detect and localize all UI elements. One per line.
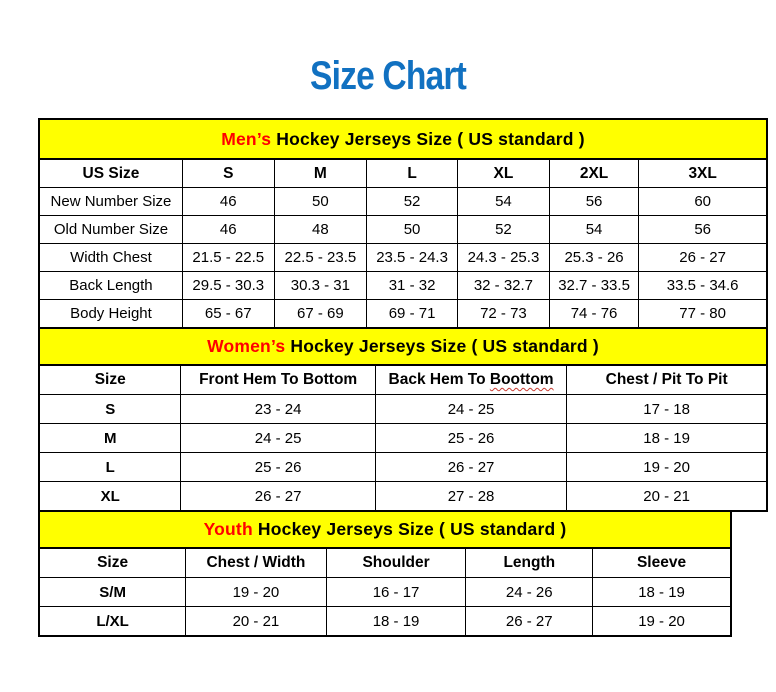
size-chart-page bbox=[0, 56, 776, 637]
youth-size-table bbox=[38, 510, 732, 637]
size-value: 25 - 26 bbox=[181, 453, 375, 482]
youth-highlight: Youth bbox=[203, 519, 253, 539]
size-value: 48 bbox=[274, 216, 366, 244]
table-row bbox=[39, 244, 767, 272]
row-label: S/M bbox=[39, 578, 186, 607]
row-label: S bbox=[39, 395, 181, 424]
size-tables bbox=[38, 118, 776, 637]
table-row bbox=[39, 424, 767, 453]
column-header: XL bbox=[458, 159, 550, 188]
mens-band-row bbox=[39, 119, 767, 159]
size-value: 72 - 73 bbox=[458, 300, 550, 329]
size-value: 22.5 - 23.5 bbox=[274, 244, 366, 272]
row-label: Back Length bbox=[39, 272, 182, 300]
size-value: 24 - 25 bbox=[181, 424, 375, 453]
size-value: 33.5 - 34.6 bbox=[639, 272, 767, 300]
mens-header-rest: Hockey Jerseys Size ( US standard ) bbox=[271, 128, 585, 149]
youth-header-rest: Hockey Jerseys Size ( US standard ) bbox=[252, 519, 567, 539]
size-value: 19 - 20 bbox=[567, 453, 767, 482]
size-value: 25 - 26 bbox=[375, 424, 566, 453]
size-value: 56 bbox=[639, 216, 767, 244]
womens-band-row bbox=[39, 328, 767, 365]
size-value: 24 - 25 bbox=[375, 395, 566, 424]
row-label: Old Number Size bbox=[39, 216, 182, 244]
row-label: M bbox=[39, 424, 181, 453]
table-row bbox=[39, 453, 767, 482]
size-value: 27 - 28 bbox=[375, 482, 566, 512]
size-value: 65 - 67 bbox=[182, 300, 274, 329]
youth-column-header-row bbox=[39, 548, 731, 578]
youth-table-body bbox=[39, 578, 731, 637]
column-header: 3XL bbox=[639, 159, 767, 188]
size-value: 52 bbox=[367, 188, 458, 216]
size-value: 18 - 19 bbox=[593, 578, 731, 607]
size-value: 67 - 69 bbox=[274, 300, 366, 329]
size-value: 31 - 32 bbox=[367, 272, 458, 300]
table-row bbox=[39, 607, 731, 637]
column-header: Size bbox=[39, 548, 186, 578]
size-value: 54 bbox=[458, 188, 550, 216]
size-value: 17 - 18 bbox=[567, 395, 767, 424]
column-header: S bbox=[182, 159, 274, 188]
column-header: 2XL bbox=[549, 159, 639, 188]
table-row bbox=[39, 300, 767, 329]
column-header: US Size bbox=[39, 159, 182, 188]
size-value: 21.5 - 22.5 bbox=[182, 244, 274, 272]
size-value: 50 bbox=[274, 188, 366, 216]
row-label: New Number Size bbox=[39, 188, 182, 216]
youth-band-row bbox=[39, 511, 731, 548]
size-value: 26 - 27 bbox=[639, 244, 767, 272]
row-label: L/XL bbox=[39, 607, 186, 637]
size-value: 20 - 21 bbox=[567, 482, 767, 512]
column-header-text: Back Hem To bbox=[388, 371, 490, 388]
table-row bbox=[39, 216, 767, 244]
womens-table-body bbox=[39, 395, 767, 512]
mens-section-header bbox=[39, 119, 767, 159]
table-row bbox=[39, 272, 767, 300]
size-value: 20 - 21 bbox=[186, 607, 326, 637]
misspelled-word-squiggle: Boottom bbox=[489, 371, 554, 388]
size-value: 46 bbox=[182, 188, 274, 216]
row-label: L bbox=[39, 453, 181, 482]
size-value: 50 bbox=[367, 216, 458, 244]
mens-column-header-row bbox=[39, 159, 767, 188]
row-label: Width Chest bbox=[39, 244, 182, 272]
size-value: 77 - 80 bbox=[639, 300, 767, 329]
size-value: 18 - 19 bbox=[567, 424, 767, 453]
womens-highlight: Women’s bbox=[207, 336, 286, 356]
column-header: Chest / Width bbox=[186, 548, 326, 578]
size-value: 32 - 32.7 bbox=[458, 272, 550, 300]
mens-size-table bbox=[38, 118, 768, 329]
size-value: 69 - 71 bbox=[367, 300, 458, 329]
size-value: 52 bbox=[458, 216, 550, 244]
womens-section-header bbox=[39, 328, 767, 365]
row-label: Body Height bbox=[39, 300, 182, 329]
womens-header-rest: Hockey Jerseys Size ( US standard ) bbox=[285, 336, 599, 356]
size-value: 24.3 - 25.3 bbox=[458, 244, 550, 272]
column-header bbox=[375, 365, 566, 395]
page-title: Size Chart bbox=[310, 54, 466, 98]
size-value: 23 - 24 bbox=[181, 395, 375, 424]
column-header: Chest / Pit To Pit bbox=[567, 365, 767, 395]
column-header: Length bbox=[466, 548, 593, 578]
size-value: 18 - 19 bbox=[326, 607, 466, 637]
table-row bbox=[39, 395, 767, 424]
table-row bbox=[39, 188, 767, 216]
size-value: 46 bbox=[182, 216, 274, 244]
size-value: 16 - 17 bbox=[326, 578, 466, 607]
size-value: 24 - 26 bbox=[466, 578, 593, 607]
size-value: 56 bbox=[549, 188, 639, 216]
column-header: Shoulder bbox=[326, 548, 466, 578]
size-value: 26 - 27 bbox=[466, 607, 593, 637]
size-value: 23.5 - 24.3 bbox=[367, 244, 458, 272]
size-value: 19 - 20 bbox=[186, 578, 326, 607]
mens-highlight: Men’s bbox=[221, 128, 272, 149]
size-value: 19 - 20 bbox=[593, 607, 731, 637]
table-row bbox=[39, 578, 731, 607]
size-value: 32.7 - 33.5 bbox=[549, 272, 639, 300]
youth-section-header bbox=[39, 511, 731, 548]
womens-column-header-row bbox=[39, 365, 767, 395]
size-value: 26 - 27 bbox=[181, 482, 375, 512]
column-header: Sleeve bbox=[593, 548, 731, 578]
size-value: 74 - 76 bbox=[549, 300, 639, 329]
womens-size-table bbox=[38, 327, 768, 512]
size-value: 60 bbox=[639, 188, 767, 216]
table-row bbox=[39, 482, 767, 512]
column-header: M bbox=[274, 159, 366, 188]
size-value: 30.3 - 31 bbox=[274, 272, 366, 300]
size-value: 25.3 - 26 bbox=[549, 244, 639, 272]
column-header: Front Hem To Bottom bbox=[181, 365, 375, 395]
size-value: 54 bbox=[549, 216, 639, 244]
size-value: 29.5 - 30.3 bbox=[182, 272, 274, 300]
mens-table-body bbox=[39, 188, 767, 329]
size-value: 26 - 27 bbox=[375, 453, 566, 482]
row-label: XL bbox=[39, 482, 181, 512]
column-header: Size bbox=[39, 365, 181, 395]
column-header: L bbox=[367, 159, 458, 188]
